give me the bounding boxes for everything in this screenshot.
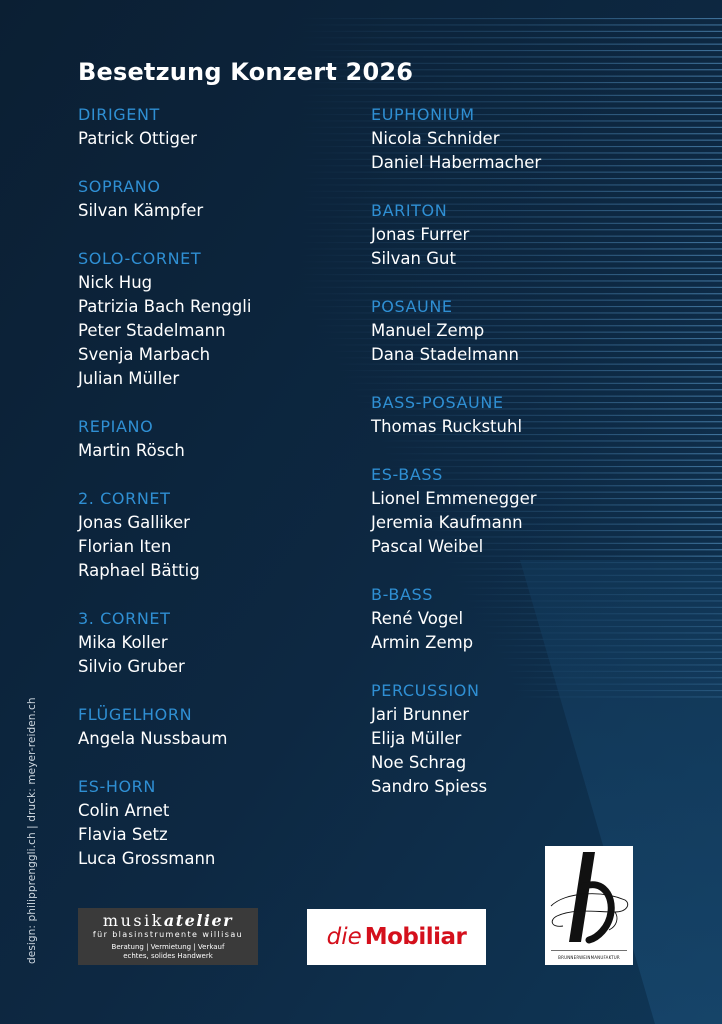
section-3-cornet [78, 607, 378, 679]
member-name: Pascal Weibel [371, 537, 484, 556]
musikatelier-tagline-1: Beratung | Vermietung | Verkauf [111, 943, 225, 951]
section-title: ES-BASS [371, 465, 443, 484]
section-b-bass [371, 583, 671, 655]
section-title: EUPHONIUM [371, 105, 475, 124]
member-name: Dana Stadelmann [371, 345, 519, 364]
member-name: Jari Brunner [371, 705, 470, 724]
section-soprano [78, 175, 378, 223]
musikatelier-logo [78, 908, 258, 965]
member-name: Thomas Ruckstuhl [371, 417, 523, 436]
background-stripe [300, 88, 722, 89]
member-name: Colin Arnet [78, 801, 170, 820]
section-title: B-BASS [371, 585, 434, 604]
left-column [78, 103, 378, 895]
brunner-logo [545, 846, 633, 965]
member-name: Jonas Furrer [371, 225, 470, 244]
member-name: Julian Müller [78, 369, 180, 388]
section-title: 3. CORNET [78, 609, 171, 628]
background-stripe [300, 50, 722, 51]
section-posaune [371, 295, 671, 367]
section-2-cornet [78, 487, 378, 583]
member-name: Manuel Zemp [371, 321, 485, 340]
member-name: Jonas Galliker [78, 513, 190, 532]
background-stripe [300, 44, 722, 45]
mobiliar-logo [307, 909, 486, 965]
mobiliar-die: die [326, 924, 362, 950]
member-name: Daniel Habermacher [371, 153, 542, 172]
section-title: BASS-POSAUNE [371, 393, 504, 412]
section-title: SOLO-CORNET [78, 249, 202, 268]
member-name: Sandro Spiess [371, 777, 488, 796]
section-bariton [371, 199, 671, 271]
background-stripe [300, 18, 722, 19]
member-name: Angela Nussbaum [78, 729, 228, 748]
section-title: PERCUSSION [371, 681, 480, 700]
section-title: DIRIGENT [78, 105, 160, 124]
member-name: Florian Iten [78, 537, 172, 556]
member-name: Luca Grossmann [78, 849, 216, 868]
musikatelier-name-italic: atelier [163, 911, 234, 930]
section-title: ES-HORN [78, 777, 156, 796]
member-name: Flavia Setz [78, 825, 168, 844]
musikatelier-name [78, 912, 258, 930]
background-stripe [300, 37, 722, 38]
section-title: 2. CORNET [78, 489, 171, 508]
section-solo-cornet [78, 247, 378, 391]
member-name: Mika Koller [78, 633, 168, 652]
musikatelier-name-plain: musik [102, 911, 164, 930]
section-percussion [371, 679, 671, 799]
brunner-caption: BRUNNERWEINMANUFAKTUR [558, 955, 620, 960]
section-title: BARITON [371, 201, 448, 220]
member-name: Silvan Kämpfer [78, 201, 204, 220]
member-name: Armin Zemp [371, 633, 474, 652]
member-name: Silvio Gruber [78, 657, 185, 676]
background-stripe [300, 31, 722, 32]
section-euphonium [371, 103, 671, 175]
section-es-horn [78, 775, 378, 871]
member-name: Patrizia Bach Renggli [78, 297, 252, 316]
section-es-bass [371, 463, 671, 559]
member-name: Nicola Schnider [371, 129, 500, 148]
section-title: FLÜGELHORN [78, 705, 193, 724]
section-dirigent [78, 103, 378, 151]
member-name: Raphael Bättig [78, 561, 200, 580]
background-stripe [300, 95, 722, 96]
section-repiano [78, 415, 378, 463]
member-name: Silvan Gut [371, 249, 456, 268]
member-name: Jeremia Kaufmann [371, 513, 523, 532]
section-title: SOPRANO [78, 177, 161, 196]
member-name: Nick Hug [78, 273, 153, 292]
member-name: Noe Schrag [371, 753, 467, 772]
member-name: Martin Rösch [78, 441, 185, 460]
member-name: Lionel Emmenegger [371, 489, 537, 508]
page-title: Besetzung Konzert 2026 [78, 58, 414, 86]
member-name: René Vogel [371, 609, 464, 628]
right-column [371, 103, 671, 823]
member-name: Patrick Ottiger [78, 129, 197, 148]
musikatelier-tagline-2: echtes, solides Handwerk [123, 952, 213, 960]
section-title: POSAUNE [371, 297, 453, 316]
member-name: Peter Stadelmann [78, 321, 226, 340]
member-name: Elija Müller [371, 729, 462, 748]
mobiliar-name: Mobiliar [364, 924, 467, 950]
member-name: Svenja Marbach [78, 345, 211, 364]
musikatelier-subtitle: für blasinstrumente willisau [92, 930, 244, 939]
credit-text: design: philipprenggli.ch | druck: meyer-reiden.ch [26, 697, 38, 964]
section-title: REPIANO [78, 417, 154, 436]
brunner-monogram-icon [545, 846, 633, 965]
section-bass-posaune [371, 391, 671, 439]
section-flügelhorn [78, 703, 378, 751]
background-stripe [300, 24, 722, 25]
